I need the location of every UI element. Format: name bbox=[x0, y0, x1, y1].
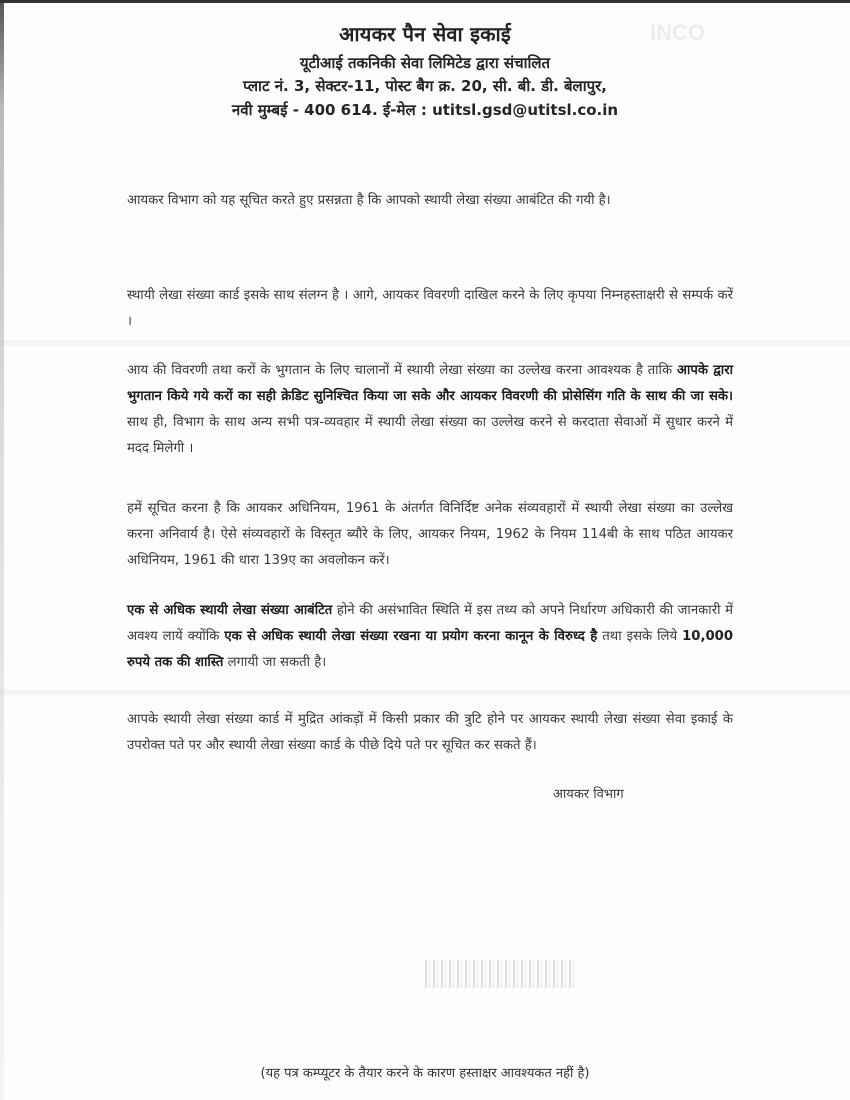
signature-department: आयकर विभाग bbox=[553, 787, 624, 802]
bold-text-span: आपके द्वारा भुगतान किये गये करों का सही क्रेडिट सुनिश्चित किया जा सके और आयकर विवरणी की प्रोसेसिंग गति के साथ की जा सके। bbox=[127, 363, 734, 404]
text-span: साथ ही, विभाग के साथ अन्य सभी पत्र-व्यवहार में स्थायी लेखा संख्या का उल्लेख करने से करदाता सेवाओं में सुधार करने में मदद मिलेगी । bbox=[127, 415, 733, 456]
bold-text-span: एक से अधिक स्थायी लेखा संख्या आबंटित bbox=[127, 603, 333, 618]
operated-by-line: यूटीआई तकनिकी सेवा लिमिटेड द्वारा संचालित bbox=[299, 54, 551, 72]
text-span: लगायी जा सकती है। bbox=[223, 655, 327, 670]
paragraph-mandatory-quote: हमें सूचित करना है कि आयकर अधिनियम, 1961 के अंतर्गत विनिर्दिष्ट अनेक संव्यवहारों में स्थायी लेखा संख्या का उल्लेख करना अनिवार्य है। ऐसे संव्यवहारों के विस्तृत ब्यौरे के लिए, आयकर नियम, 1962 के नियम 114बी के साथ पठित आयकर अधिनियम, 1961 की धारा 139ए का अवलोकन करें। bbox=[127, 501, 733, 568]
paragraph-card-enclosed: स्थायी लेखा संख्या कार्ड इसके साथ संलग्न है । आगे, आयकर विवरणी दाखिल करने के लिए कृपया निम्नहस्ताक्षरी से सम्पर्क करें । bbox=[127, 288, 733, 329]
paper-fold bbox=[0, 340, 850, 346]
paper-fold bbox=[0, 690, 850, 695]
office-title: आयकर पैन सेवा इकाई bbox=[339, 22, 511, 46]
paragraph-error-reporting: आपके स्थायी लेखा संख्या कार्ड में मुद्रित आंकड़ों में किसी प्रकार की त्रुटि होने पर आयकर स्थायी लेखा संख्या सेवा इकाई के उपरोक्त पते पर और स्थायी लेखा संख्या कार्ड के पीछे दिये पते पर सूचित कर सकते हैं। bbox=[127, 712, 733, 753]
bleed-through-barcode bbox=[425, 960, 575, 988]
paragraph-challan-usage bbox=[127, 358, 733, 462]
text-span: तथा इसके लिये bbox=[597, 629, 683, 644]
address-line-1: प्लाट नं. 3, सेक्टर-11, पोस्ट बैग क्र. 20, सी. बी. डी. बेलापुर, bbox=[243, 77, 607, 95]
bold-text-span: 10,000 रुपये तक की शास्ति bbox=[127, 629, 733, 670]
paragraph-allotment: आयकर विभाग को यह सूचित करते हुए प्रसन्नता है कि आपको स्थायी लेखा संख्या आबंटित की गयी है। bbox=[127, 193, 611, 208]
footer-note: (यह पत्र कम्प्यूटर के तैयार करने के कारण हस्ताक्षर आवश्यकत नहीं है) bbox=[260, 1066, 590, 1081]
bleed-through-text: INCO bbox=[650, 20, 705, 45]
text-span: आय की विवरणी तथा करों के भुगतान के लिए चालानों में स्थायी लेखा संख्या का उल्लेख करना आवश्यक है ताकि bbox=[127, 363, 677, 378]
address-line-2: नवी मुम्बई - 400 614. ई-मेल : utitsl.gsd@utitsl.co.in bbox=[231, 101, 619, 119]
paragraph-multiple-pan-warning bbox=[127, 598, 733, 676]
bold-text-span: एक से अधिक स्थायी लेखा संख्या रखना या प्रयोग करना कानून के विरुध्द है bbox=[224, 629, 598, 644]
text-span: होने की असंभावित स्थिति में इस तथ्य को अपने निर्धारण अधिकारी की जानकारी में अवश्य लायें क्योंकि bbox=[127, 603, 733, 644]
